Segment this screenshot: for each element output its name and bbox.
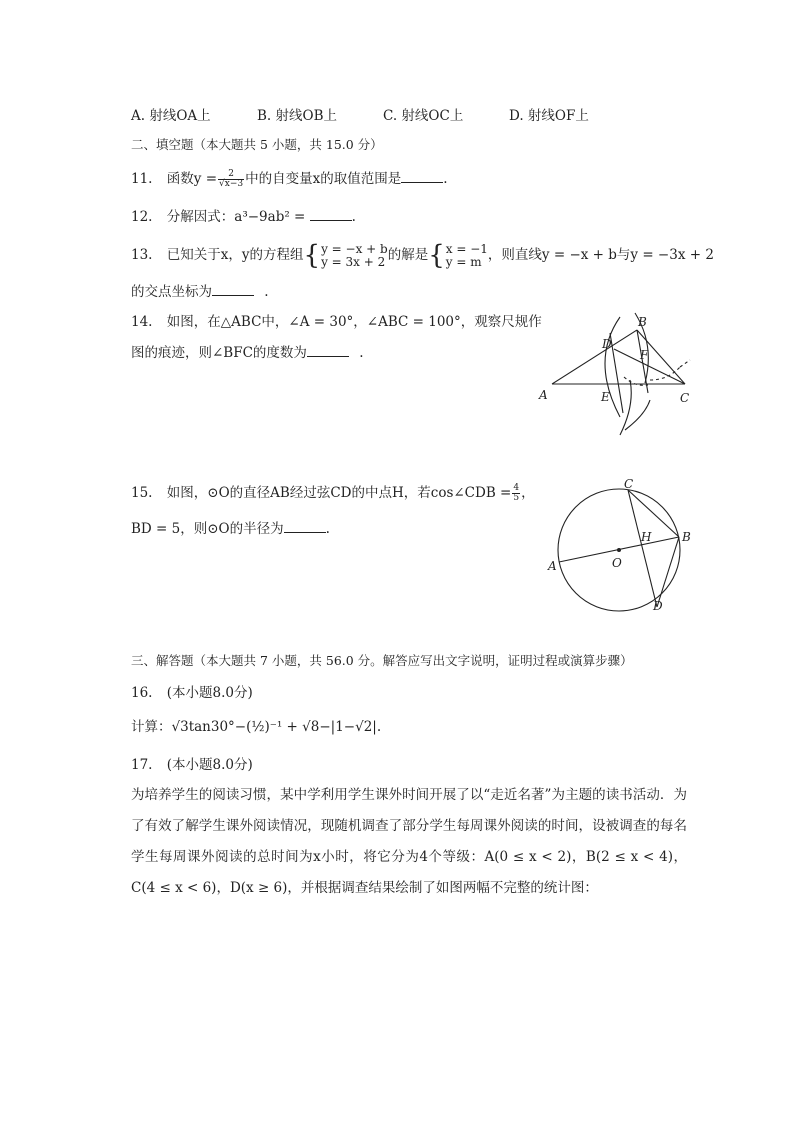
- label-a: A: [539, 388, 548, 402]
- q14-line2: 图的痕迹，则∠BFC的度数为: [131, 345, 307, 361]
- q12-end: .: [351, 209, 356, 225]
- q13-pre: 已知关于x，y的方程组: [166, 247, 304, 263]
- label-c: C: [680, 391, 690, 405]
- question-13-line-2: [131, 283, 269, 301]
- answer-blank[interactable]: [310, 208, 352, 221]
- question-number: 14.: [131, 314, 153, 330]
- q14-line1: 如图，在△ABC中，∠A = 30°，∠ABC = 100°，观察尺规作: [166, 314, 542, 330]
- label-h: H: [641, 530, 652, 544]
- question-15-line-2: [131, 520, 330, 538]
- option-b: B. 射线OB上: [257, 108, 337, 124]
- q11-frac-num: 2: [218, 170, 244, 180]
- question-number: 11.: [131, 171, 153, 187]
- q11-pre: 函数y =: [166, 171, 218, 187]
- question-16: [131, 684, 253, 702]
- label-b: B: [638, 315, 647, 329]
- answer-blank[interactable]: [307, 344, 349, 357]
- label-o: O: [612, 556, 622, 570]
- question-number: 16.: [131, 685, 153, 701]
- q11-frac-den: √x−3: [219, 179, 244, 189]
- question-13: [131, 240, 714, 270]
- triangle-construction-figure: [530, 305, 710, 440]
- q16-calc: 计算：√3tan30°−(½)⁻¹ + √8−|1−√2|.: [131, 719, 382, 735]
- q15-fraction: [512, 484, 520, 503]
- answer-blank[interactable]: [212, 283, 254, 296]
- label-e: E: [601, 390, 610, 404]
- angle-bisector: [614, 349, 685, 384]
- system-line: y = −x + b: [321, 241, 388, 256]
- question-16-body: [131, 718, 381, 736]
- circle-chord-figure: [540, 474, 700, 619]
- system-line: x = −1: [445, 241, 488, 256]
- question-12: [131, 208, 356, 226]
- question-number: 12.: [131, 209, 153, 225]
- brace-glyph: {: [303, 240, 321, 271]
- q11-end: .: [443, 171, 448, 187]
- perpendicular-bisector: [610, 333, 623, 413]
- q11-fraction: [218, 170, 244, 189]
- question-14: [131, 313, 542, 331]
- system-line: y = 3x + 2: [321, 254, 386, 269]
- side-ab: [552, 330, 637, 384]
- q13-mid: 的解是: [387, 247, 429, 263]
- construction-arc: [625, 400, 650, 430]
- center-point: [617, 548, 621, 552]
- q15-end: .: [325, 521, 330, 537]
- option-a: A. 射线OA上: [131, 108, 211, 124]
- answer-blank[interactable]: [284, 520, 326, 533]
- label-f: F: [640, 348, 649, 362]
- q13-end: .: [264, 284, 269, 300]
- question-score: (本小题8.0分): [166, 685, 253, 701]
- brace-glyph: {: [428, 240, 445, 271]
- option-c: C. 射线OC上: [383, 108, 464, 124]
- question-14-line-2: [131, 344, 364, 362]
- q13-system-1: [321, 243, 388, 269]
- answer-blank[interactable]: [401, 170, 443, 183]
- q15-line2: BD = 5，则⊙O的半径为: [131, 521, 284, 537]
- label-d: D: [602, 337, 612, 351]
- dashed-extension: [680, 360, 690, 367]
- q17-paragraph: 为培养学生的阅读习惯，某中学利用学生课外时间开展了以“走近名著”为主题的读书活动．为了有效了解学生课外阅读情况，现随机调查了部分学生每周课外阅读的时间，设被调查的每名学生每周课外阅读的总时间为x小时，将它分为4个等级：A(0 ≤ x < 2)，B(2 ≤ x < 4)，C(4 ≤ x < 6)，D(x ≥ 6)，并根据调查结果绘制了如图两幅不完整的统计图：: [131, 787, 687, 896]
- section-2-heading: 二、填空题（本大题共 5 小题，共 15.0 分）: [131, 137, 383, 152]
- q15-frac-den: 5: [513, 493, 520, 503]
- question-15: [131, 482, 535, 504]
- q15-comma: ，: [521, 485, 535, 501]
- label-d: D: [653, 599, 663, 613]
- q15-line1: 如图，⊙O的直径AB经过弦CD的中点H，若cos∠CDB =: [166, 485, 512, 501]
- q11-post: 中的自变量x的取值范围是: [245, 171, 402, 187]
- question-number: 15.: [131, 485, 153, 501]
- label-c: C: [624, 477, 634, 491]
- option-d: D. 射线OF上: [509, 108, 589, 124]
- label-a: A: [548, 559, 557, 573]
- q13-post: ，则直线y = −x + b与y = −3x + 2: [487, 247, 714, 263]
- question-17: [131, 756, 253, 774]
- q13-line2: 的交点坐标为: [131, 284, 212, 300]
- q13-system-2: [446, 243, 488, 269]
- q15-frac-num: 4: [513, 483, 520, 493]
- q14-end: .: [359, 345, 364, 361]
- section-3-heading: 三、解答题（本大题共 7 小题，共 56.0 分。解答应写出文字说明，证明过程或演算步骤）: [131, 653, 633, 668]
- question-11: [131, 170, 448, 189]
- label-b: B: [682, 530, 691, 544]
- system-line: y = m: [445, 254, 482, 269]
- q12-text: 分解因式：a³−9ab² =: [166, 209, 306, 225]
- question-score: (本小题8.0分): [166, 757, 253, 773]
- question-number: 17.: [131, 757, 153, 773]
- chord-cd: [628, 490, 657, 607]
- segment-cb: [628, 490, 679, 537]
- question-number: 13.: [131, 247, 153, 263]
